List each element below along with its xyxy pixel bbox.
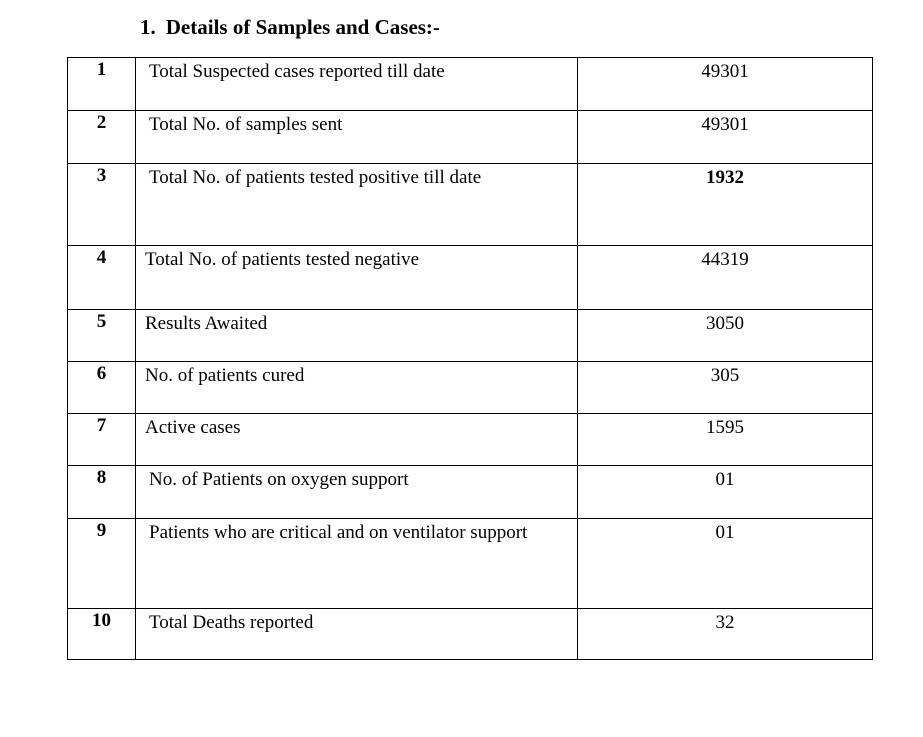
table-row [68,246,873,310]
row-label [136,111,578,164]
row-label [136,246,578,310]
row-value [578,310,873,362]
row-value-text: 3050 [706,313,744,334]
row-label-text: Total Suspected cases reported till date [149,61,445,82]
table-row [68,310,873,362]
row-value [578,362,873,414]
serial-number: 1 [68,58,136,111]
row-label [136,609,578,660]
section-heading [140,15,440,40]
row-label [136,414,578,466]
serial-number: 6 [68,362,136,414]
section-number: 1. [140,15,156,39]
row-value [578,609,873,660]
table-row [68,111,873,164]
row-label-text: Patients who are critical and on ventilator support [149,522,528,543]
row-value [578,414,873,466]
serial-number: 5 [68,310,136,362]
serial-number: 10 [68,609,136,660]
row-label-text: No. of Patients on oxygen support [149,469,409,490]
row-value [578,246,873,310]
serial-number: 4 [68,246,136,310]
serial-number: 3 [68,164,136,246]
row-label-text: Total No. of patients tested positive till date [149,167,482,188]
row-value [578,111,873,164]
row-value [578,519,873,609]
row-value-text: 49301 [701,114,749,135]
row-label [136,164,578,246]
serial-number: 9 [68,519,136,609]
row-value [578,466,873,519]
row-value-text: 01 [715,522,735,543]
row-label-text: No. of patients cured [145,365,305,386]
row-label-text: Results Awaited [145,313,268,334]
serial-number: 8 [68,466,136,519]
row-label [136,362,578,414]
row-label [136,58,578,111]
row-label-text: Active cases [145,417,241,438]
row-label-text: Total Deaths reported [149,612,314,633]
serial-number: 7 [68,414,136,466]
serial-number: 2 [68,111,136,164]
row-value [578,58,873,111]
row-value [578,164,873,246]
row-label-text: Total No. of patients tested negative [145,249,420,270]
row-label [136,466,578,519]
table-row [68,414,873,466]
row-label [136,310,578,362]
table-row [68,58,873,111]
row-value-text: 1932 [706,167,744,188]
table-row [68,609,873,660]
row-value-text: 1595 [706,417,744,438]
row-value-text: 32 [715,612,735,633]
row-label-text: Total No. of samples sent [149,114,343,135]
table-row [68,362,873,414]
table-row [68,519,873,609]
row-value-text: 44319 [701,249,749,270]
row-value-text: 01 [715,469,735,490]
row-value-text: 305 [710,365,740,386]
table-row [68,164,873,246]
samples-cases-table [67,57,873,660]
row-label [136,519,578,609]
row-value-text: 49301 [701,61,749,82]
table-row [68,466,873,519]
section-title: Details of Samples and Cases:- [165,15,440,39]
